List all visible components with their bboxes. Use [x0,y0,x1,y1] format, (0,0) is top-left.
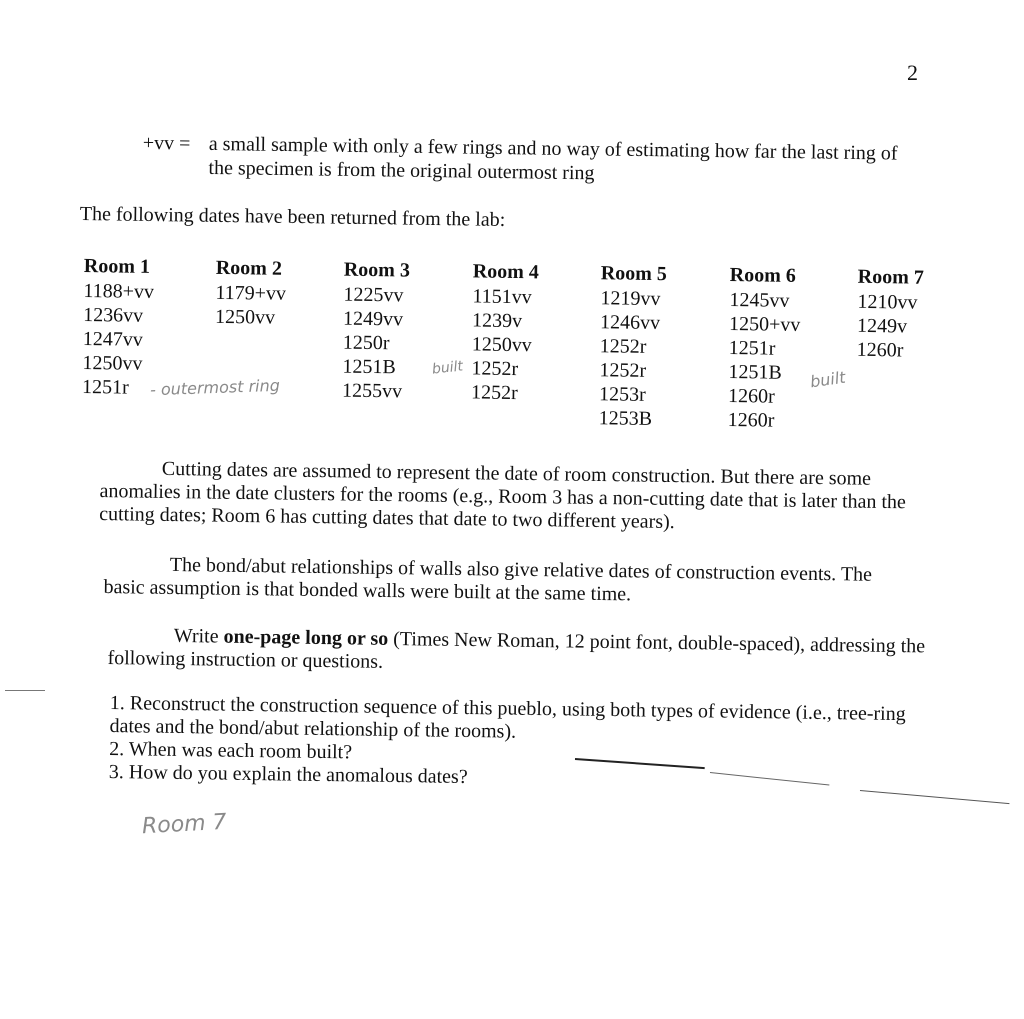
room-dates-table [81,254,964,456]
instruction-lead: Write [173,624,219,648]
bond-abut-paragraph: The bond/abut relationships of walls also give relative dates of construction events. The basic assumption is that bonded walls were built at the same time. [103,553,873,606]
cutting-dates-paragraph: Cutting dates are assumed to represent the date of room construction. But there are some anomalies in the date clusters for the rooms (e.g., Room 3 has a non-cutting date that is later than the cutting dates; Room 6 has cutting dates that date to two different years). [99,457,907,534]
instruction-length: one-page long or so [223,625,389,650]
definition [142,131,923,185]
room-column [471,259,539,405]
room-header: Room 1 [83,254,151,278]
room-header: Room 4 [472,260,540,284]
handwritten-note-built-room3: built [431,358,464,378]
date-entry: 1250vv [471,333,532,357]
room-column [82,254,155,400]
scan-artifact-line [5,690,45,691]
room-column [342,258,410,404]
room-column [728,263,802,433]
date-entry: 1249vv [342,307,404,331]
handwritten-note-room7: Room 7 [141,809,228,840]
date-entry: 1247vv [82,327,143,351]
date-entry: 1250vv [214,305,276,329]
date-entry: 1250r [342,331,390,355]
date-entry: 1252r [599,335,647,358]
room-header: Room 3 [343,258,411,282]
date-entry: 1251r [81,375,129,399]
page-number: 2 [907,60,918,85]
date-entry: 1219vv [600,287,661,311]
date-entry: 1260r [856,338,904,362]
date-entry: 1252r [470,381,518,405]
room-column [215,256,287,330]
question-item: 2. When was each room built? [109,737,353,764]
instruction-details: (Times New Roman, 12 point font, double-spaced), addressing the following instruction or questions. [107,627,926,673]
date-entry: 1239v [471,309,523,333]
room-header: Room 2 [215,256,283,280]
date-entry: 1260r [727,385,775,408]
definition-term: +vv = [142,131,191,155]
date-entry: 1236vv [82,303,144,327]
date-entry: 1251r [728,337,776,360]
date-entry: 1210vv [857,290,918,314]
date-entry: 1252r [471,357,519,381]
date-entry: 1253B [598,407,653,430]
handwritten-note-outermost: - outermost ring [149,375,281,400]
date-entry: 1251B [728,361,782,384]
date-entry: 1188+vv [83,279,155,303]
writing-instructions-paragraph [107,624,938,682]
date-entry: 1251B [342,355,396,379]
definition-description: a small sample with only a few rings and no way of estimating how far the last ring of the specimen is from the original outermost ring [208,132,898,185]
date-entry: 1260r [727,409,775,432]
question-item: 3. How do you explain the anomalous dates? [108,760,468,789]
question-item: 1. Reconstruct the construction sequence of this pueblo, using both types of evidence (i.e., tree-ring dates and the bond/abut relationship of the rooms). [109,692,906,743]
intro-text: The following dates have been returned from the lab: [79,203,506,231]
date-entry: 1151vv [472,285,532,309]
date-entry: 1253r [598,383,646,406]
date-entry: 1179+vv [215,281,287,305]
date-entry: 1225vv [343,283,404,307]
date-entry: 1250vv [82,351,143,375]
room-column [599,261,667,431]
date-entry: 1246vv [599,311,661,335]
handwritten-note-built-room6: built [808,367,847,392]
date-entry: 1245vv [729,289,790,312]
scan-artifact-line [860,790,1010,804]
date-entry: 1249v [856,314,908,338]
room-header: Room 6 [729,264,797,287]
room-header: Room 5 [600,262,668,286]
room-column [857,265,924,363]
room-header: Room 7 [857,265,925,289]
date-entry: 1250+vv [728,313,801,337]
date-entry: 1252r [599,359,647,382]
date-entry: 1255vv [341,379,403,403]
question-list [109,692,930,795]
